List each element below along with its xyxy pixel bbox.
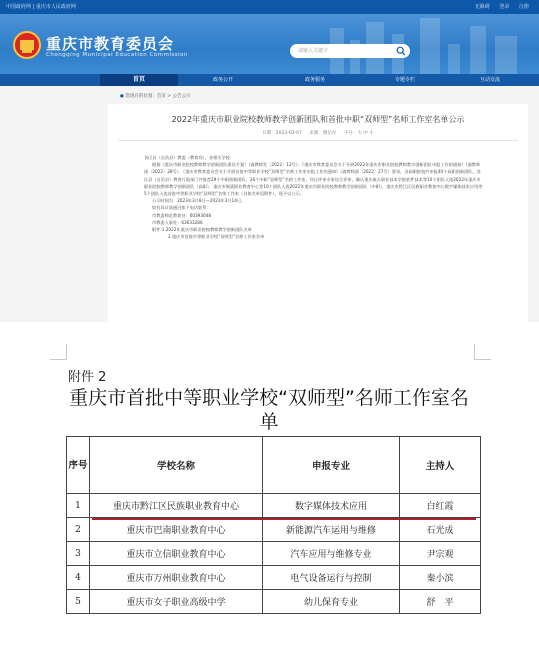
cell-host: 白红霞 <box>400 494 481 518</box>
search-placeholder: 请输入关键字 <box>298 48 329 54</box>
top-utility-bar <box>0 0 539 14</box>
annex-label: 附件 2 <box>68 370 107 385</box>
header-major: 申报专业 <box>263 437 400 494</box>
cell-host: 秦小滨 <box>400 566 481 590</box>
nav-gov-open[interactable]: 政务公开 <box>212 77 233 83</box>
gov-links[interactable]: 中国政府网 | 重庆市人民政府网 <box>6 4 76 10</box>
cell-host: 尹宗观 <box>400 542 481 566</box>
article-card <box>108 104 528 322</box>
table-row <box>67 566 481 590</box>
font-size-switch[interactable]: 字号：大 中 小 <box>343 131 374 136</box>
site-title[interactable]: 重庆市教育委员会 <box>46 35 175 53</box>
nav-home[interactable]: 首页 <box>100 74 178 86</box>
cell-school: 重庆市万州职业教育中心 <box>90 566 263 590</box>
table-row <box>67 518 481 542</box>
nav-interaction[interactable]: 互动交流 <box>479 77 500 83</box>
emblem-icon <box>12 30 42 60</box>
cell-index: 3 <box>67 542 90 566</box>
cell-index: 5 <box>67 590 90 614</box>
search-icon[interactable] <box>396 46 406 56</box>
site-banner <box>0 14 539 74</box>
nav-gov-service[interactable]: 政务服务 <box>304 77 325 83</box>
body-contact: 如有异议请通过如下电话联系： <box>152 205 211 211</box>
table-row <box>67 494 481 518</box>
divider <box>118 140 518 141</box>
search-input[interactable] <box>290 44 410 58</box>
table-row <box>67 590 481 614</box>
article-title: 2022年重庆市职业院校教师教学创新团队和首批中职“双师型”名师工作室名单公示 <box>171 115 465 124</box>
table-row <box>67 542 481 566</box>
breadcrumb-home[interactable]: 首页 <box>156 94 166 99</box>
site-subtitle: Chongqing Municipal Education Commission <box>46 52 189 58</box>
attachment-link-2[interactable]: 2.重庆市首批中等职业学校“双师型”名师工作室名单 <box>168 234 265 240</box>
article-date: 日期：2023-03-07 <box>262 131 302 136</box>
cell-host: 石光成 <box>400 518 481 542</box>
document-title: 重庆市首批中等职业学校“双师型”名师工作室名单 <box>69 387 469 433</box>
cell-host: 舒 平 <box>400 590 481 614</box>
login-link[interactable]: 登录 <box>499 4 510 10</box>
cell-major: 幼儿保育专业 <box>263 590 400 614</box>
attachment-document <box>0 330 539 652</box>
body-phone-2: 市教委人事处：63633286 <box>152 219 203 225</box>
table-header-row <box>67 437 481 494</box>
article-body <box>144 154 484 240</box>
nav-topics[interactable]: 专题专栏 <box>394 77 415 83</box>
studio-table <box>66 436 481 614</box>
body-period: 公示时间为：2023年3月8日—2023年3月14日。 <box>152 198 246 204</box>
breadcrumb-notices[interactable]: 公告公示 <box>172 94 191 99</box>
location-pin-icon: ● <box>120 94 124 99</box>
article-source: 来源：微信办 <box>309 131 337 136</box>
cell-major: 新能源汽车运用与维修 <box>263 518 400 542</box>
cell-major: 数字媒体技术应用 <box>263 494 400 518</box>
webpage-screenshot <box>0 0 539 322</box>
body-phone-1: 市教委师范教育处：60393048 <box>152 212 212 218</box>
breadcrumb: ● 您现在的位置：首页 > 公告公示 <box>120 94 191 99</box>
cell-major: 电气设备运行与控制 <box>263 566 400 590</box>
accessibility-link[interactable]: 无障碍 <box>474 4 490 10</box>
header-index: 序号 <box>67 437 90 494</box>
breadcrumb-prefix: 您现在的位置： <box>125 94 157 99</box>
header-host: 主持人 <box>400 437 481 494</box>
cell-index: 2 <box>67 518 90 542</box>
cell-school: 重庆市女子职业高级中学 <box>90 590 263 614</box>
account-links <box>467 0 529 14</box>
body-paragraph: 根据《重庆市职业院校教师教学创新团队建设方案》（渝教师发〔2022〕13号）、《重庆市教育委员会关于开展2022年重庆市职业院校教师教学创新团队申报工作的通知》（渝教师函〔2022〕28号）、《重庆市教育委员会关于开展首批中等职业学校“双师型”名师工作室申报工作的通知》（渝教师函〔2022〕27号）要求，各高职院校共申报40个高职创新团队，各区县（自治县）教育行政部门共推荐29个中职创新团队、26个中职“双师型”名师工作室。经过评审专家综合评审，确认重庆航天职业技术学院软件技术等10个团队入选2022年重庆市职业院校教师教学创新团队（高职），重庆市铜梁职业教育中心等10个团队入选2022年重庆市职业院校教师教学创新团队（中职），重庆市黔江区民族职业教育中心数字媒体技术应用等5个团队入选首批中等职业学校“双师型”名师工作室（具体名单见附件），现予以公示。 <box>144 162 483 197</box>
cell-school: 重庆市黔江区民族职业教育中心 <box>90 494 263 518</box>
cell-school: 重庆市巴南职业教育中心 <box>90 518 263 542</box>
cell-index: 4 <box>67 566 90 590</box>
body-greeting: 各区县（自治县）教委（教育局），各相关学校： <box>144 155 235 160</box>
highlight-underline <box>92 518 476 520</box>
cell-major: 汽车应用与维修专业 <box>263 542 400 566</box>
cell-school: 重庆市立信职业教育中心 <box>90 542 263 566</box>
register-link[interactable]: 注册 <box>518 4 529 10</box>
main-nav <box>0 74 539 86</box>
article-meta <box>108 130 528 136</box>
header-school: 学校名称 <box>90 437 263 494</box>
attachment-link-1[interactable]: 附件:1.2022年重庆市职业院校教师教学创新团队名单 <box>152 227 252 233</box>
cell-index: 1 <box>67 494 90 518</box>
